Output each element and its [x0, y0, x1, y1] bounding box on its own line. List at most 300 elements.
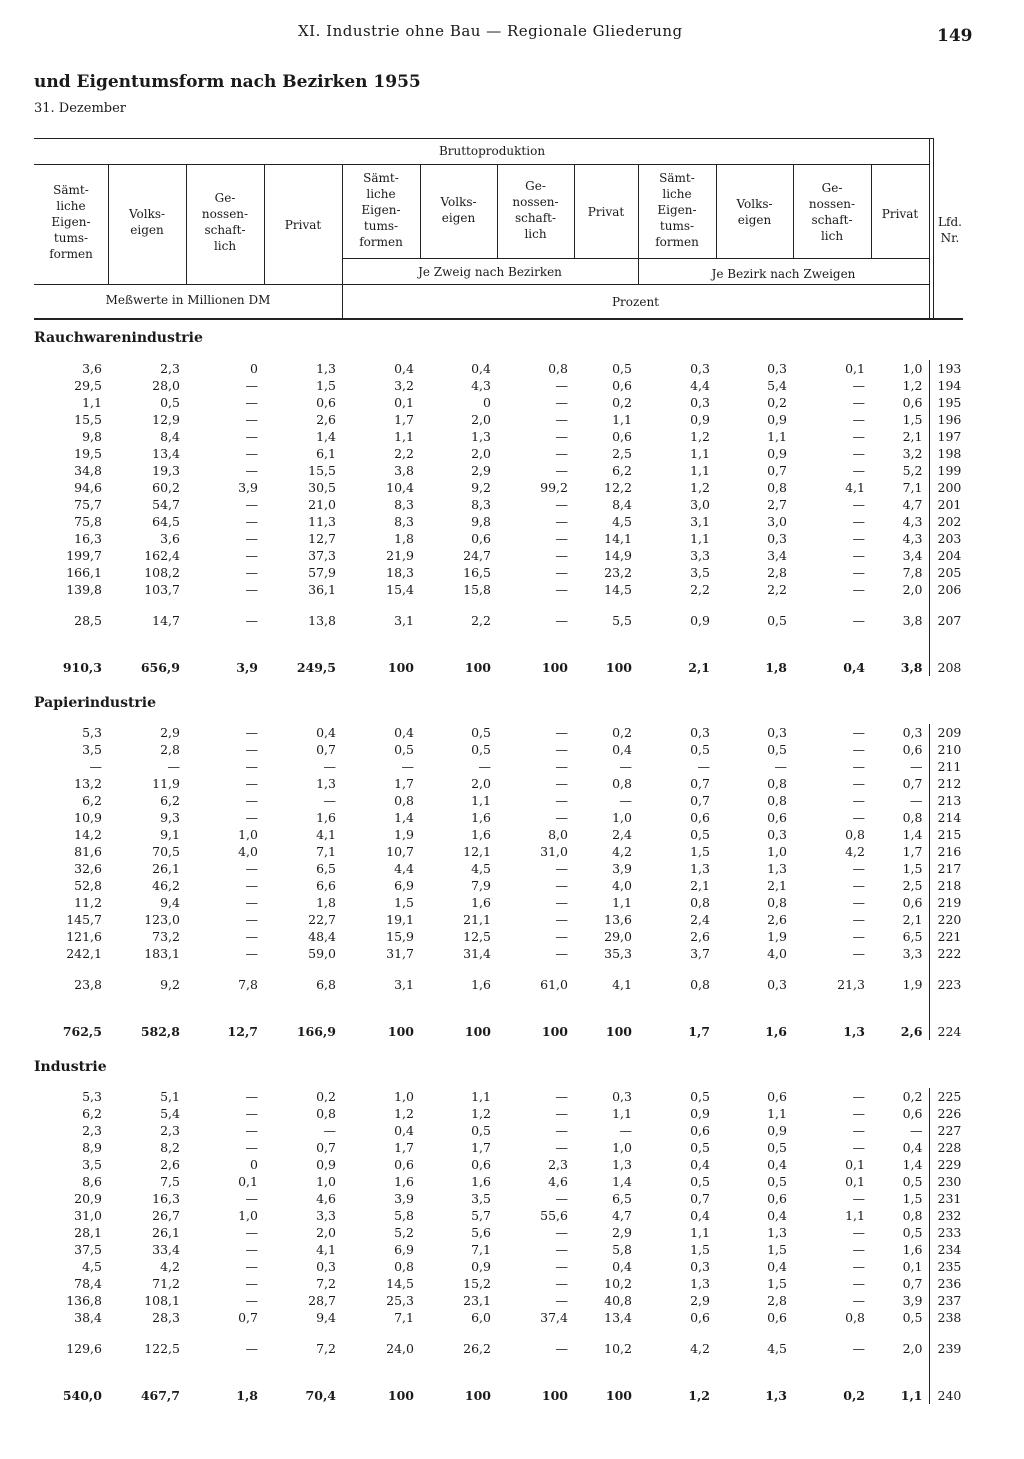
table-cell: 3,5 [690, 565, 710, 580]
table-cell: — [555, 1242, 568, 1257]
table-cell: — [619, 759, 632, 774]
table-cell: 0,8 [394, 793, 414, 808]
table-cell: — [852, 1140, 865, 1155]
table-cell: — [852, 895, 865, 910]
table-cell: 81,6 [74, 844, 102, 859]
table-cell: 1,5 [394, 895, 414, 910]
table-cell: 2,9 [690, 1293, 710, 1308]
table-row [34, 911, 967, 928]
table-cell: 100 [541, 1024, 568, 1039]
table-cell: 0,6 [767, 810, 787, 825]
table-cell: 1,6 [471, 977, 491, 992]
table-cell: 4,2 [160, 1259, 180, 1274]
table-cell: 7,1 [471, 1242, 491, 1257]
table-cell: 0,6 [316, 395, 336, 410]
table-cell: 3,6 [82, 361, 102, 376]
table-cell: — [555, 725, 568, 740]
table-cell: 4,0 [238, 844, 258, 859]
table-cell: — [852, 531, 865, 546]
table-cell: 0,5 [767, 613, 787, 628]
table-cell: 100 [605, 660, 632, 675]
table-cell: 0,1 [845, 1174, 865, 1189]
table-cell: 24,7 [463, 548, 491, 563]
rule-sub [342, 258, 929, 259]
table-cell: 2,6 [767, 912, 787, 927]
table-cell: 7,8 [238, 977, 258, 992]
table-cell: 1,3 [767, 1225, 787, 1240]
table-cell: 1,1 [690, 463, 710, 478]
table-cell: 75,8 [74, 514, 102, 529]
table-cell: 3,1 [394, 977, 414, 992]
table-cell: 0,4 [843, 660, 865, 675]
row-number: 230 [929, 1173, 967, 1190]
table-cell: 0,2 [612, 395, 632, 410]
row-number: 240 [929, 1357, 967, 1404]
table-cell: — [852, 1089, 865, 1104]
table-cell: — [555, 1191, 568, 1206]
table-cell: 4,4 [394, 861, 414, 876]
table-cell: — [555, 946, 568, 961]
table-cell: 108,2 [144, 565, 180, 580]
table-cell: 0,8 [690, 895, 710, 910]
section-title: Rauchwarenindustrie [34, 330, 203, 346]
table-cell: — [555, 412, 568, 427]
table-cell: 4,6 [316, 1191, 336, 1206]
table-cell: 3,4 [767, 548, 787, 563]
table-cell: 13,8 [308, 613, 336, 628]
row-number: 204 [929, 547, 967, 564]
table-cell: 1,6 [902, 1242, 923, 1257]
table-cell: 70,5 [152, 844, 180, 859]
row-number: 224 [929, 993, 967, 1040]
table-cell: 1,1 [690, 1225, 710, 1240]
table-row [34, 445, 967, 462]
table-cell: — [555, 446, 568, 461]
table-cell: 5,2 [394, 1225, 414, 1240]
table-cell: — [910, 1123, 923, 1138]
table-cell: 1,9 [767, 929, 787, 944]
table-cell: 10,9 [74, 810, 102, 825]
table-cell: 762,5 [62, 1024, 102, 1039]
table-cell: 0,4 [690, 1157, 710, 1172]
table-cell: 0,6 [902, 395, 923, 410]
table-cell: — [852, 395, 865, 410]
row-number: 239 [929, 1326, 967, 1357]
table-cell: — [245, 1293, 258, 1308]
table-cell: 55,6 [540, 1208, 568, 1223]
row-number: 215 [929, 826, 967, 843]
table-cell: 2,5 [902, 878, 923, 893]
table-cell: 0,3 [767, 827, 787, 842]
table-cell: — [245, 613, 258, 628]
table-cell: 1,5 [767, 1242, 787, 1257]
table-cell: 0,3 [767, 361, 787, 376]
table-cell: 5,5 [612, 613, 632, 628]
table-cell: 5,8 [612, 1242, 632, 1257]
table-cell: 31,0 [540, 844, 568, 859]
table-cell: 2,4 [612, 827, 632, 842]
table-cell: 26,1 [152, 1225, 180, 1240]
table-cell: 26,2 [463, 1341, 491, 1356]
table-cell: 0,6 [767, 1310, 787, 1325]
table-cell: 4,3 [902, 514, 923, 529]
table-cell: 25,3 [386, 1293, 414, 1308]
table-cell: 61,0 [540, 977, 568, 992]
header-privat-dm: Privat [284, 218, 322, 232]
table-row [34, 428, 967, 445]
table-cell: 0,5 [690, 1140, 710, 1155]
table-cell: 1,1 [394, 429, 414, 444]
table-cell: 4,5 [471, 861, 491, 876]
table-cell: 54,7 [152, 497, 180, 512]
table-cell: 21,0 [308, 497, 336, 512]
table-cell: 0,9 [690, 1106, 710, 1121]
table-cell: 8,2 [160, 1140, 180, 1155]
table-cell: 0,4 [394, 361, 414, 376]
table-cell: 100 [605, 1388, 632, 1403]
table-cell: 10,2 [604, 1341, 632, 1356]
table-cell: 38,4 [74, 1310, 102, 1325]
table-cell: — [852, 548, 865, 563]
table-cell: 0,7 [690, 776, 710, 791]
table-row [34, 496, 967, 513]
table-cell: 15,2 [463, 1276, 491, 1291]
row-number: 208 [929, 629, 967, 676]
table-cell: 64,5 [152, 514, 180, 529]
table-row [34, 724, 967, 741]
table-cell: 0,3 [612, 1089, 632, 1104]
table-cell: 100 [387, 1388, 414, 1403]
table-cell: 100 [541, 660, 568, 675]
table-cell: 0,5 [690, 742, 710, 757]
table-cell: 7,5 [160, 1174, 180, 1189]
row-number: 238 [929, 1309, 967, 1326]
row-number: 221 [929, 928, 967, 945]
table-row [34, 792, 967, 809]
table-cell: 1,6 [471, 810, 491, 825]
row-number: 223 [929, 962, 967, 993]
table-cell: 0,7 [316, 1140, 336, 1155]
row-number: 222 [929, 945, 967, 962]
table-cell: 0,8 [548, 361, 568, 376]
table-cell: 46,2 [152, 878, 180, 893]
table-cell: 52,8 [74, 878, 102, 893]
table-cell: 9,3 [160, 810, 180, 825]
page-title: und Eigentumsform nach Bezirken 1955 [34, 72, 421, 92]
table-cell: 1,3 [690, 1276, 710, 1291]
table-cell: 0,3 [690, 725, 710, 740]
table-cell: — [852, 565, 865, 580]
table-cell: 0,8 [845, 827, 865, 842]
table-cell: 1,3 [316, 776, 336, 791]
row-number: 193 [929, 360, 967, 377]
table-row [34, 809, 967, 826]
row-number: 198 [929, 445, 967, 462]
table-cell: 3,1 [394, 613, 414, 628]
table-cell: 1,4 [394, 810, 414, 825]
table-cell: 162,4 [144, 548, 180, 563]
table-row [34, 877, 967, 894]
table-cell: 2,0 [471, 412, 491, 427]
table-cell: — [555, 1140, 568, 1155]
table-cell: 94,6 [74, 480, 102, 495]
table-cell: — [910, 793, 923, 808]
table-row [34, 928, 967, 945]
table-cell: 1,5 [902, 1191, 923, 1206]
table-cell: 34,8 [74, 463, 102, 478]
table-cell: 0,7 [902, 1276, 923, 1291]
table-cell: 1,5 [767, 1276, 787, 1291]
table-cell: 2,3 [82, 1123, 102, 1138]
table-row [34, 1139, 967, 1156]
table-cell: 1,5 [902, 412, 923, 427]
data-table-papier [34, 724, 967, 1040]
table-cell: 75,7 [74, 497, 102, 512]
table-cell: 11,3 [308, 514, 336, 529]
table-cell: 2,6 [900, 1024, 923, 1039]
table-cell: 1,1 [471, 1089, 491, 1104]
table-cell: 3,0 [767, 514, 787, 529]
table-row [34, 1292, 967, 1309]
table-cell: 2,0 [471, 776, 491, 791]
table-cell: 15,9 [386, 929, 414, 944]
table-cell: — [245, 514, 258, 529]
table-cell: 1,9 [902, 977, 923, 992]
table-cell: 1,4 [902, 827, 923, 842]
table-cell: 5,6 [471, 1225, 491, 1240]
table-row [34, 1173, 967, 1190]
table-cell: 6,2 [82, 1106, 102, 1121]
table-cell: — [555, 861, 568, 876]
table-cell: 0,5 [767, 1140, 787, 1155]
table-cell: 4,7 [902, 497, 923, 512]
table-cell: — [852, 1225, 865, 1240]
table-cell: 1,6 [394, 1174, 414, 1189]
table-cell: 2,1 [902, 912, 923, 927]
table-cell: 2,1 [688, 660, 710, 675]
table-cell: 1,7 [394, 776, 414, 791]
data-table-industrie [34, 1088, 967, 1404]
table-cell: 3,8 [394, 463, 414, 478]
table-cell: 4,3 [902, 531, 923, 546]
table-cell: — [852, 912, 865, 927]
table-cell: 3,5 [82, 742, 102, 757]
table-cell: 6,9 [394, 878, 414, 893]
table-row [34, 843, 967, 860]
table-cell: 6,9 [394, 1242, 414, 1257]
table-cell: — [245, 912, 258, 927]
row-number: 218 [929, 877, 967, 894]
table-cell: 123,0 [144, 912, 180, 927]
table-cell: 1,1 [612, 1106, 632, 1121]
table-cell: 1,8 [765, 660, 787, 675]
table-cell: 16,5 [463, 565, 491, 580]
table-cell: 0,4 [767, 1259, 787, 1274]
table-cell: 7,9 [471, 878, 491, 893]
table-cell: 3,9 [394, 1191, 414, 1206]
table-cell: 28,0 [152, 378, 180, 393]
table-cell: 9,4 [316, 1310, 336, 1325]
row-number: 232 [929, 1207, 967, 1224]
table-cell: — [852, 412, 865, 427]
table-cell: 6,2 [82, 793, 102, 808]
row-number: 203 [929, 530, 967, 547]
table-cell: 100 [387, 1024, 414, 1039]
table-cell: 1,4 [902, 1157, 923, 1172]
table-cell: 28,1 [74, 1225, 102, 1240]
table-cell: 0,5 [394, 742, 414, 757]
table-cell: — [555, 1123, 568, 1138]
table-cell: 28,3 [152, 1310, 180, 1325]
table-cell: — [852, 1341, 865, 1356]
table-cell: 5,8 [394, 1208, 414, 1223]
table-cell: 0,6 [394, 1157, 414, 1172]
table-cell: — [774, 759, 787, 774]
table-cell: — [910, 759, 923, 774]
table-cell: 30,5 [308, 480, 336, 495]
header-saemtliche-zweig: Sämt- liche Eigen- tums- formen [359, 171, 403, 249]
table-cell: 122,5 [144, 1341, 180, 1356]
row-number: 205 [929, 564, 967, 581]
table-cell: 1,2 [902, 378, 923, 393]
table-cell: 0,5 [612, 361, 632, 376]
row-number: 206 [929, 581, 967, 598]
table-cell: — [555, 497, 568, 512]
table-row [34, 1326, 967, 1357]
table-cell: 8,0 [548, 827, 568, 842]
table-cell: — [401, 759, 414, 774]
table-cell: 0,8 [902, 1208, 923, 1223]
table-cell: 6,5 [316, 861, 336, 876]
header-privat-zweig: Privat [587, 205, 625, 219]
table-cell: 2,0 [316, 1225, 336, 1240]
table-cell: 1,2 [690, 480, 710, 495]
table-cell: — [555, 531, 568, 546]
table-cell: 12,7 [227, 1024, 258, 1039]
table-cell: 0 [250, 1157, 258, 1172]
table-cell: — [852, 582, 865, 597]
table-cell: 6,6 [316, 878, 336, 893]
table-cell: 0,3 [690, 1259, 710, 1274]
table-cell: 78,4 [74, 1276, 102, 1291]
table-cell: 6,5 [612, 1191, 632, 1206]
table-cell: 1,6 [765, 1024, 787, 1039]
table-cell: 1,1 [845, 1208, 865, 1223]
table-cell: 29,0 [604, 929, 632, 944]
table-cell: — [555, 613, 568, 628]
table-cell: — [852, 429, 865, 444]
table-cell: 9,8 [82, 429, 102, 444]
table-cell: 1,6 [471, 895, 491, 910]
table-cell: 0,2 [767, 395, 787, 410]
table-cell: 0,9 [690, 613, 710, 628]
table-cell: 0,8 [394, 1259, 414, 1274]
total-row [34, 629, 967, 676]
table-cell: 1,1 [900, 1388, 923, 1403]
table-cell: — [619, 1123, 632, 1138]
row-number: 226 [929, 1105, 967, 1122]
table-cell: — [852, 861, 865, 876]
table-cell: 2,6 [316, 412, 336, 427]
header-volkseigen-bezirk: Volks- eigen [736, 197, 773, 227]
header-genossenschaftlich-bezirk: Ge- nossen- schaft- lich [808, 181, 856, 243]
header-bruttoproduktion: Bruttoproduktion [438, 144, 546, 158]
table-cell: 1,0 [612, 810, 632, 825]
table-cell: 10,2 [604, 1276, 632, 1291]
table-row [34, 1258, 967, 1275]
table-cell: 0,6 [690, 1310, 710, 1325]
table-cell: 0,4 [612, 742, 632, 757]
table-cell: 2,3 [548, 1157, 568, 1172]
table-cell: — [852, 776, 865, 791]
table-cell: 15,5 [308, 463, 336, 478]
table-cell: 33,4 [152, 1242, 180, 1257]
table-cell: 2,5 [612, 446, 632, 461]
table-cell: 7,1 [394, 1310, 414, 1325]
table-cell: — [555, 1089, 568, 1104]
table-cell: 4,1 [612, 977, 632, 992]
table-row [34, 530, 967, 547]
table-cell: 1,6 [471, 1174, 491, 1189]
table-cell: 0,4 [612, 1259, 632, 1274]
row-number: 237 [929, 1292, 967, 1309]
table-cell: — [245, 895, 258, 910]
table-cell: — [245, 810, 258, 825]
table-cell: 37,3 [308, 548, 336, 563]
table-cell: 2,2 [690, 582, 710, 597]
table-cell: 1,7 [688, 1024, 710, 1039]
table-cell: — [245, 861, 258, 876]
table-cell: 12,5 [463, 929, 491, 944]
table-cell: 7,2 [316, 1341, 336, 1356]
table-cell: 1,1 [82, 395, 102, 410]
table-cell: 0,5 [471, 725, 491, 740]
rule-group [34, 164, 929, 165]
table-cell: 1,9 [394, 827, 414, 842]
table-cell: 2,4 [690, 912, 710, 927]
table-cell: 6,8 [316, 977, 336, 992]
table-cell: — [245, 463, 258, 478]
table-cell: 166,1 [66, 565, 102, 580]
table-cell: 7,2 [316, 1276, 336, 1291]
table-cell: 23,8 [74, 977, 102, 992]
table-row [34, 775, 967, 792]
section-title: Industrie [34, 1059, 107, 1075]
table-cell: 15,4 [386, 582, 414, 597]
row-number: 235 [929, 1258, 967, 1275]
table-cell: — [852, 514, 865, 529]
table-cell: 2,1 [902, 429, 923, 444]
table-cell: — [555, 514, 568, 529]
table-cell: 0,7 [690, 1191, 710, 1206]
table-cell: 100 [464, 1388, 491, 1403]
table-cell: 1,1 [471, 793, 491, 808]
table-cell: — [852, 742, 865, 757]
table-cell: — [555, 776, 568, 791]
table-cell: 0,8 [767, 793, 787, 808]
table-cell: 23,1 [463, 1293, 491, 1308]
table-cell: 3,7 [690, 946, 710, 961]
table-cell: 19,1 [386, 912, 414, 927]
table-cell: 0,4 [394, 1123, 414, 1138]
data-table-rauchwaren [34, 360, 967, 676]
table-cell: — [323, 759, 336, 774]
table-cell: 35,3 [604, 946, 632, 961]
table-cell: 48,4 [308, 929, 336, 944]
table-cell: — [245, 582, 258, 597]
table-cell: 0 [250, 361, 258, 376]
table-cell: 36,1 [308, 582, 336, 597]
